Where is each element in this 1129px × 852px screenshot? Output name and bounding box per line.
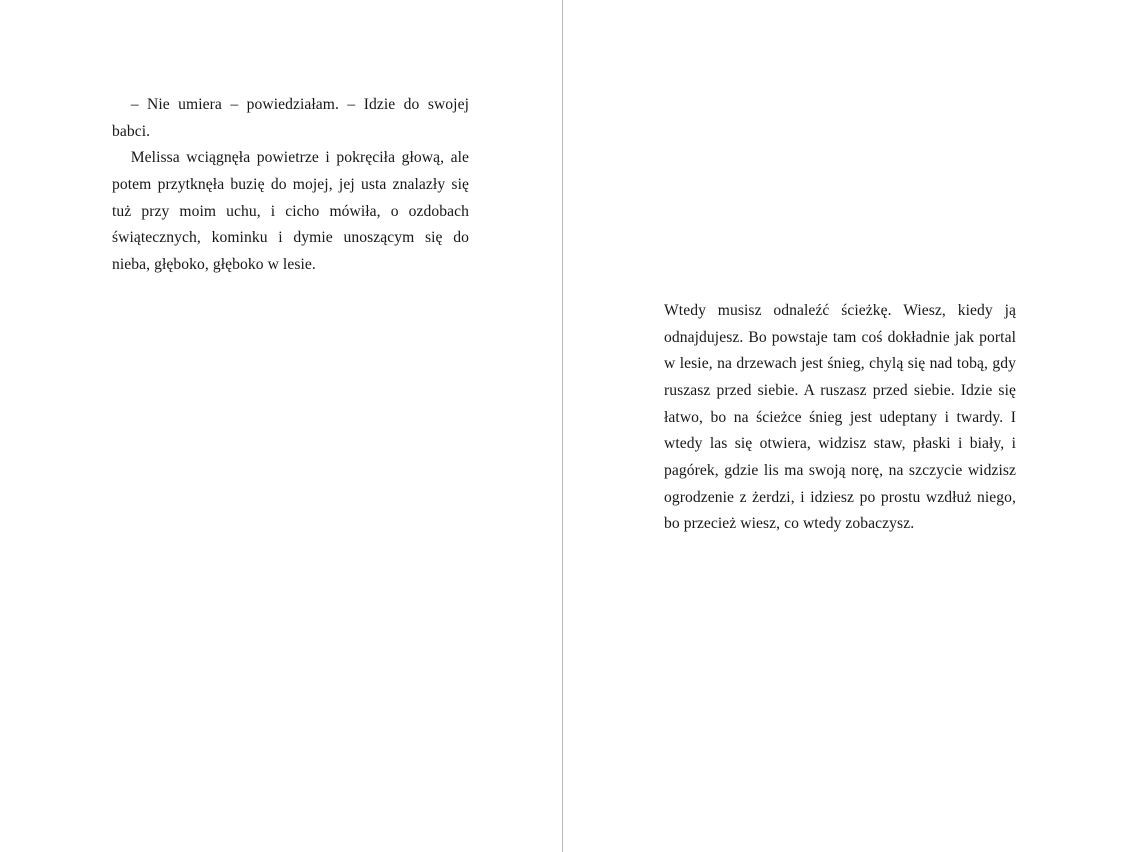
paragraph: Wtedy musisz odnaleźć ścieżkę. Wiesz, kiedy ją odnajdujesz. Bo powstaje tam coś dokładnie jak portal w lesie, na drzewach jest śnieg, chylą się nad tobą, gdy ruszasz przed siebie. A ruszasz przed siebie. Idzie się łatwo, bo na ścieżce śnieg jest udeptany i twardy. I wtedy las się otwiera, widzisz staw, płaski i biały, i pagórek, gdzie lis ma swoją norę, na szczycie widzisz ogrodzenie z żerdzi, i idziesz po prostu wzdłuż niego, bo przecież wiesz, co wtedy zobaczysz. (664, 302, 1016, 533)
paragraph: Melissa wciągnęła powietrze i pokręciła głową, ale potem przytknęła buzię do mojej, jej usta znalazły się tuż przy moim uchu, i cicho mówiła, o ozdobach świątecznych, kominku i dymie unoszącym się do nieba, głęboko, głęboko w lesie. (112, 149, 469, 273)
paragraph: – Nie umiera – powiedziałam. – Idzie do swojej babci. (112, 96, 469, 140)
left-page-text-block (112, 92, 469, 279)
left-page (0, 0, 562, 852)
right-page-text-block (664, 298, 1016, 538)
right-page (562, 0, 1129, 852)
